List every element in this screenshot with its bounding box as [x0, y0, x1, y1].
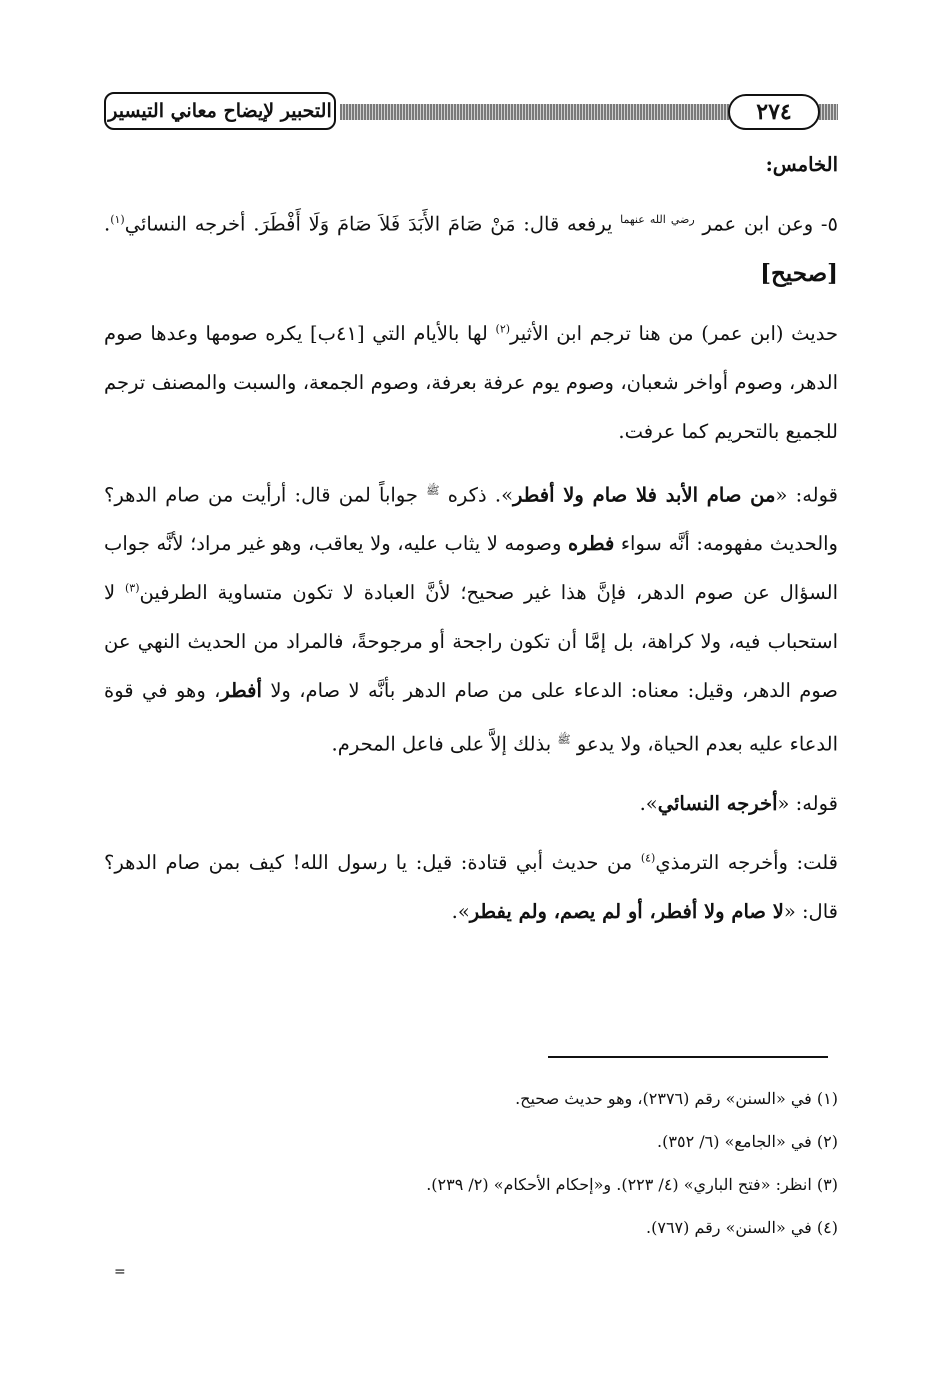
para2-quote: من صام الأبد فلا صام ولا أفطر — [513, 483, 776, 506]
hadith-suffix: . — [104, 212, 111, 236]
hadith-grade: [صحيح] — [760, 259, 838, 287]
para2-text-e: لا استحباب فيه، ولا كراهة، بل إمَّا أن تكون راجحة أو مرجوحةً، فالمراد من الحديث النهي عن صوم الدهر، وقيل: معناه: الدعاء على من صام الدهر بأنَّه لا صام، ولا — [104, 581, 838, 702]
para4-text-c: ». — [451, 899, 470, 923]
footnote-ref-3[interactable]: (٣) — [124, 581, 140, 595]
page-header — [104, 92, 838, 134]
para2-text-g: بذلك إلاَّ على فاعل المحرم. — [331, 732, 552, 756]
para2-bold-word: فطره — [568, 532, 615, 555]
honorific-mark: رضي الله عنهما — [620, 213, 695, 226]
para1-text-b: لها بالأيام التي [٤١ب] يكره صومها وعدها صوم الدهر، وصوم أواخر شعبان، وصوم يوم عرفة بعرفة، وصوم الجمعة، والسبت والمصنف ترجم للجميع بالتحريم كما عرفت. — [104, 321, 838, 443]
main-text — [104, 140, 838, 946]
para2-text-a: قوله: « — [775, 483, 838, 506]
para3-text-b: ». — [639, 791, 658, 815]
para2-text-c: جواباً لمن قال: أرأيت من صام الدهر؟ والحديث مفهومه: أنَّه سواء — [104, 483, 838, 555]
footnote-3: (٣) انظر: «فتح الباري» (٤/ ٢٢٣). و«إحكام الأحكام» (٢/ ٢٣٩). — [426, 1175, 838, 1194]
footnote-ref-4[interactable]: (٤) — [640, 851, 656, 864]
para4-quote: لا صام ولا أفطر، أو لم يصم، ولم يفطر — [469, 899, 784, 923]
footnote-ref-2[interactable]: (٢) — [495, 322, 511, 335]
footnote-ref-1[interactable]: (١) — [110, 213, 125, 226]
para4-text-b: من حديث أبي قتادة: قيل: يا رسول الله! كيف بمن صام الدهر؟ قال: « — [104, 850, 838, 923]
footnote-4: (٤) في «السنن» رقم (٧٦٧). — [646, 1218, 838, 1237]
commentary-paragraph-3 — [104, 779, 838, 828]
honorific-mark: ﷺ — [426, 483, 440, 497]
para2-text-d: وصومه لا يثاب عليه، ولا يعاقب، وهو غير مراد؛ لأنَّه جواب السؤال عن صوم الدهر، فإنَّ هذا غير صحيح؛ لأنَّ العبادة لا تكون متساوية الطرفين — [104, 532, 839, 604]
footnote-1: (١) في «السنن» رقم (٢٣٧٦)، وهو حديث صحيح. — [515, 1089, 838, 1108]
hadith-prefix: ٥- وعن ابن عمر — [702, 212, 838, 236]
footnote-2: (٢) في «الجامع» (٦/ ٣٥٢). — [657, 1132, 838, 1151]
commentary-paragraph-4 — [104, 838, 838, 936]
para1-text-a: حديث (ابن عمر) من هنا ترجم ابن الأثير — [510, 321, 838, 345]
page-number: ٢٧٤ — [728, 94, 820, 130]
book-title: التحبير لإيضاح معاني التيسير — [104, 92, 336, 130]
para2-text-f: ، وهو في قوة الدعاء عليه بعدم الحياة، ولا يدعو — [104, 679, 838, 756]
continuation-mark: = — [114, 1264, 126, 1280]
footnote-divider — [548, 1056, 828, 1058]
hadith-text: يرفعه قال: مَنْ صَامَ الأَبَدَ فَلاَ صَامَ وَلَا أَفْطَرَ. أخرجه النسائي — [124, 212, 613, 236]
para2-bold-word-2: أفطر — [220, 679, 262, 702]
commentary-paragraph-2 — [104, 466, 838, 769]
footnotes — [104, 1088, 838, 1260]
para4-text-a: قلت: وأخرجه الترمذي — [655, 850, 839, 874]
hadith-paragraph — [104, 195, 838, 299]
commentary-paragraph-1 — [104, 309, 838, 456]
section-heading: الخامس: — [765, 153, 838, 176]
honorific-mark: ﷺ — [557, 733, 571, 746]
para3-text-a: قوله: « — [777, 791, 838, 815]
para2-text-b: ». ذكره — [447, 483, 513, 506]
para3-quote: أخرجه النسائي — [657, 791, 778, 815]
